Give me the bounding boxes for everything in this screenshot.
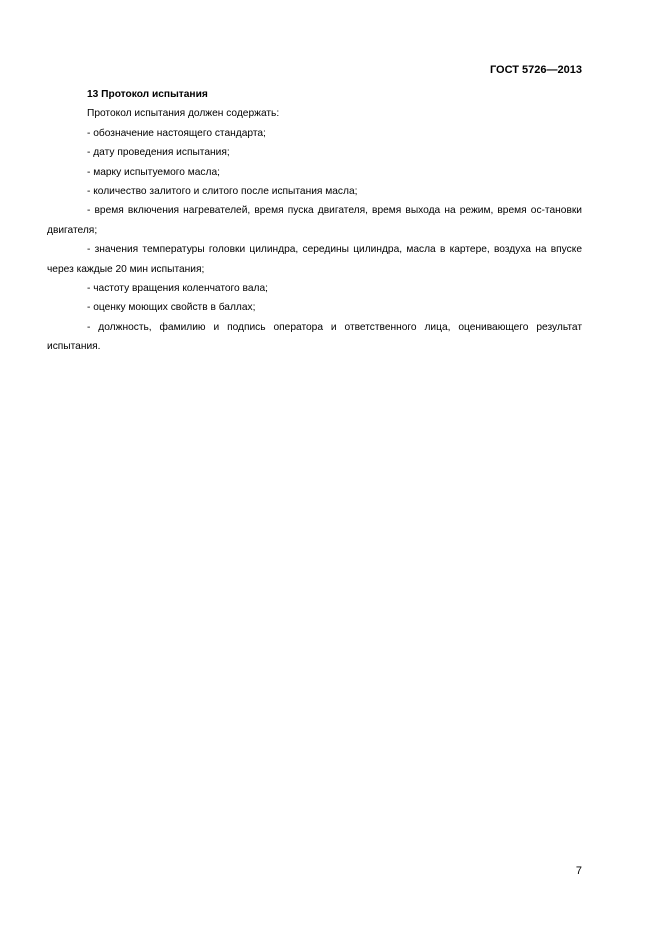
list-item: - значения температуры головки цилиндра, середины цилиндра, масла в картере, воздуха на впуске через каждые 20 мин испытания; bbox=[47, 244, 582, 275]
page-number: 7 bbox=[575, 865, 582, 877]
list-item: - оценку моющих свойств в баллах; bbox=[87, 302, 256, 314]
list-item: - обозначение настоящего стандарта; bbox=[87, 127, 266, 139]
list-item: - время включения нагревателей, время пуска двигателя, время выхода на режим, время ос-тановки двигателя; bbox=[47, 205, 582, 236]
list-item: - дату проведения испытания; bbox=[87, 147, 230, 159]
list-item: - должность, фамилию и подпись оператора и ответственного лица, оценивающего результат испытания. bbox=[47, 321, 582, 353]
list-item: - частоту вращения коленчатого вала; bbox=[87, 283, 268, 295]
list-item: - количество залитого и слитого после испытания масла; bbox=[87, 186, 358, 198]
section-content bbox=[47, 85, 582, 357]
list-item: - марку испытуемого масла; bbox=[87, 166, 220, 178]
document-code-header: ГОСТ 5726—2013 bbox=[489, 64, 582, 76]
section-title: 13 Протокол испытания bbox=[87, 89, 208, 100]
section-intro: Протокол испытания должен содержать: bbox=[87, 108, 280, 120]
